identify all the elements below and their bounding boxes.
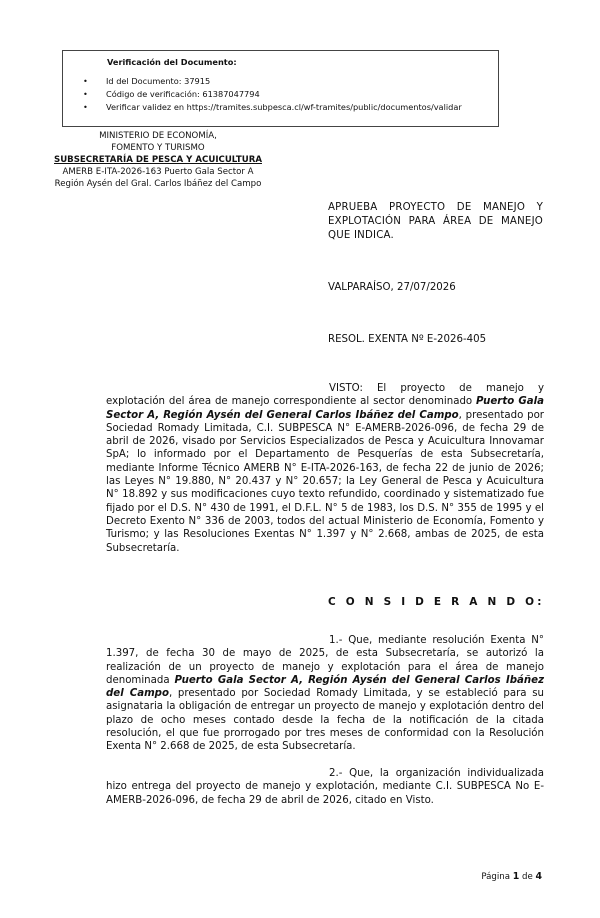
page-footer [481, 871, 542, 882]
verification-list [83, 75, 462, 114]
page-of: de [521, 872, 533, 882]
point1-text-a: 1.- Que, mediante resolución Exenta N° 1.397, de fecha 30 de mayo de 2025, de esta Subsecretaría, se autorizó la realización de un proyecto de manejo y explotación para el área de manejo denominada [106, 635, 544, 686]
visto-paragraph [106, 382, 544, 555]
point1-area-name: Puerto Gala Sector A, Región Aysén del General Carlos Ibáñez del Campo [106, 674, 544, 700]
document-title: APRUEBA PROYECTO DE MANEJO Y EXPLOTACIÓN PARA ÁREA DE MANEJO QUE INDICA. [328, 202, 543, 241]
page-current: 1 [512, 871, 520, 882]
verification-code: • Código de verificación: 61387047794 [83, 88, 462, 101]
point2-text: 2.- Que, la organización individualizada hizo entrega del proyecto de manejo y explotación, mediante C.I. SUBPESCA No E-AMERB-2026-096, de fecha 29 de abril de 2026, citado en Visto. [106, 768, 544, 806]
visto-label: VISTO: [329, 383, 363, 394]
visto-text-a: El proyecto de manejo y explotación del área de manejo correspondiente al sector denominado [106, 383, 544, 408]
place-date: VALPARAÍSO, 27/07/2026 [328, 282, 456, 293]
verification-doc-id: • Id del Documento: 37915 [83, 75, 462, 88]
visto-area-name: Puerto Gala Sector A, Región Aysén del General Carlos Ibáñez del Campo [106, 396, 545, 421]
considerando-heading: C O N S I D E R A N D O: [328, 596, 545, 608]
ministry-line-1: MINISTERIO DE ECONOMÍA, [99, 131, 217, 141]
point1-text-b: , presentado por Sociedad Romady Limitada, y se estableció para su asignataria la obligación de entregar un proyecto de manejo y explotación dentro del plazo de ocho meses contado desde la fecha de la notificación de la citada resolución, el que fue prorrogado por tres meses de conformidad con la Resolución Exenta N° 2.668 de 2025, de esta Subsecretaría. [106, 688, 545, 753]
visto-text-b: , presentado por Sociedad Romady Limitada, C.I. SUBPESCA N° E-AMERB-2026-096, de fecha 29 de abril de 2026, visado por Servicios Especializados de Pesca y Acuicultura Innovamar SpA; lo informado por el Departamento de Pesquerías de esta Subsecretaría, mediante Informe Técnico AMERB N° E-ITA-2026-163, de fecha 22 de junio de 2026; las Leyes N° 19.880, N° 20.437 y N° 20.657; la Ley General de Pesca y Acuicultura N° 18.892 y sus modificaciones cuyo texto refundido, coordinado y sistematizado fue fijado por el D.S. N° 430 de 1991, el D.F.L. N° 5 de 1983, los D.S. N° 355 de 1995 y el Decreto Exento N° 336 de 2003, todos del actual Ministerio de Economía, Fomento y Turismo; y las Resoluciones Exentas N° 1.397 y N° 2.668, ambas de 2025, de esta Subsecretaría. [106, 409, 544, 554]
verification-title: Verificación del Documento: [107, 57, 237, 67]
reference-line-2: Región Aysén del Gral. Carlos Ibáñez del Campo [54, 179, 262, 189]
issuer-header [18, 130, 298, 190]
ministry-line-2: FOMENTO Y TURISMO [111, 143, 205, 153]
considerando-point-1 [106, 634, 544, 754]
subsecretaria-name: SUBSECRETARÍA DE PESCA Y ACUICULTURA [54, 155, 262, 165]
page-total: 4 [535, 871, 542, 882]
verification-box [62, 50, 499, 127]
resolution-number: RESOL. EXENTA Nº E-2026-405 [328, 334, 487, 345]
verification-url[interactable]: • Verificar validez en https://tramites.subpesca.cl/wf-tramites/public/documentos/validar [83, 101, 462, 114]
considerando-point-2 [106, 767, 544, 807]
page-label: Página [481, 872, 510, 882]
reference-line-1: AMERB E-ITA-2026-163 Puerto Gala Sector A [62, 167, 254, 177]
